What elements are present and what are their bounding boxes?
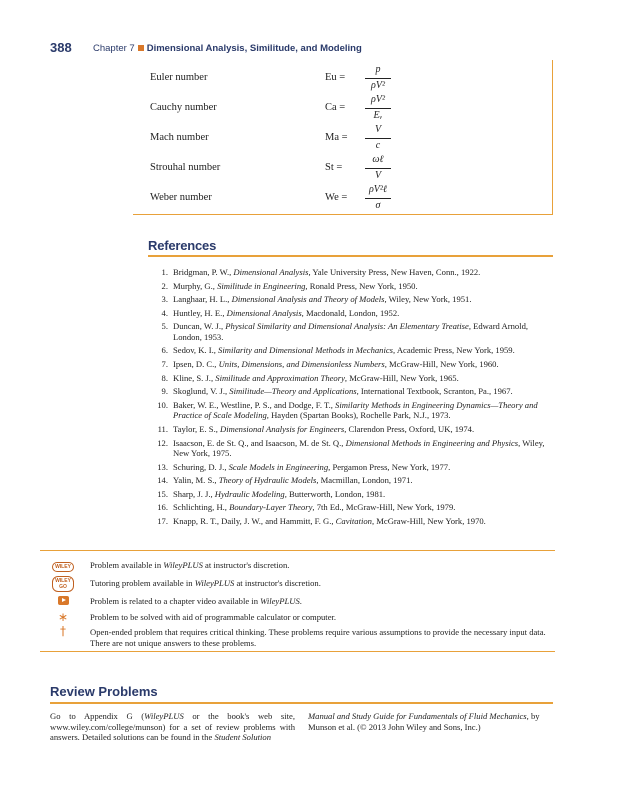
numerator: ωℓ — [372, 154, 384, 165]
reference-item: 11. Taylor, E. S., Dimensional Analysis for Engineers, Clarendon Press, Oxford, UK, 1974. — [157, 423, 475, 434]
equation-name: Euler number — [150, 72, 208, 83]
legend-text: Problem is related to a chapter video available in WileyPLUS. — [90, 596, 302, 606]
reference-item: 1. Bridgman, P. W., Dimensional Analysis, Yale University Press, New Haven, Conn., 1922. — [161, 267, 481, 277]
legend-text: Problem to be solved with aid of programmable calculator or computer. — [90, 612, 337, 622]
review-rule — [50, 702, 553, 704]
review-text-right: Manual and Study Guide for Fundamentals of Fluid Mechanics, by Munson et al. (© 2013 John Wiley and Sons, Inc.) — [308, 711, 540, 732]
reference-item: 7. Ipsen, D. C., Units, Dimensions, and Dimensionless Numbers, McGraw-Hill, New York, 1960. — [161, 359, 499, 370]
equation-table — [133, 60, 553, 215]
denominator: σ — [375, 200, 381, 211]
equation-lhs: We = — [325, 192, 348, 203]
equation-row — [150, 94, 540, 124]
denominator: c — [375, 140, 381, 151]
legend-text: Tutoring problem available in WileyPLUS at instructor's discretion. — [90, 578, 321, 588]
equation-lhs: Eu = — [325, 72, 346, 83]
equation-row — [150, 64, 540, 94]
problem-legend — [40, 550, 555, 652]
legend-text: Open-ended problem that requires critical thinking. These problems require various assumptions to provide the necessary input data. There are not unique answers to these problems. — [90, 627, 546, 648]
reference-item: 16. Schlichting, H., Boundary-Layer Theory, 7th Ed., McGraw-Hill, New York, 1979. — [157, 502, 456, 513]
equation-name: Weber number — [150, 192, 212, 203]
square-bullet-icon — [138, 45, 144, 51]
chapter-label: Chapter 7 — [93, 43, 135, 54]
reference-item: 14. Yalin, M. S., Theory of Hydraulic Models, Macmillan, London, 1971. — [157, 475, 413, 486]
equation-name: Strouhal number — [150, 162, 221, 173]
equation-fraction — [363, 124, 393, 153]
asterisk-icon: ∗ — [57, 610, 69, 624]
reference-item: 8. Kline, S. J., Similitude and Approximation Theory, McGraw-Hill, New York, 1965. — [161, 372, 459, 383]
numerator: ρV² — [371, 94, 385, 105]
equation-row — [150, 154, 540, 184]
equation-lhs: Ma = — [325, 132, 348, 143]
equation-name: Cauchy number — [150, 102, 217, 113]
reference-item: 6. Sedov, K. I., Similarity and Dimensional Methods in Mechanics, Academic Press, New York, 1959. — [161, 345, 515, 356]
equation-name: Mach number — [150, 132, 209, 143]
reference-item: 13. Schuring, D. J., Scale Models in Engineering, Pergamon Press, New York, 1977. — [157, 461, 451, 472]
reference-item: 17. Knapp, R. T., Daily, J. W., and Hammitt, F. G., Cavitation, McGraw-Hill, New York, 1970. — [157, 516, 486, 526]
reference-item: 2. Murphy, G., Similitude in Engineering, Ronald Press, New York, 1950. — [161, 280, 418, 291]
dagger-icon: † — [60, 624, 66, 638]
references-heading: References — [148, 238, 217, 253]
video-icon — [48, 596, 78, 607]
reference-item: 15. Sharp, J. J., Hydraulic Modeling, Butterworth, London, 1981. — [157, 488, 386, 499]
equation-fraction — [363, 184, 393, 213]
running-head — [93, 43, 362, 54]
wileyplus-icon: WILEY — [48, 560, 78, 572]
review-text-left: Go to Appendix G (WileyPLUS or the book's web site, www.wiley.com/college/munson) for a set of review problems with answers. Detailed solutions can be found in the Student Solution — [50, 711, 295, 742]
equation-fraction — [363, 94, 393, 123]
legend-text: Problem available in WileyPLUS at instructor's discretion. — [90, 560, 290, 570]
reference-item: 4. Huntley, H. E., Dimensional Analysis, Macdonald, London, 1952. — [161, 307, 400, 318]
reference-item: 9. Skoglund, V. J., Similitude—Theory and Applications, International Textbook, Scranton, Pa., 1967. — [161, 386, 513, 397]
reference-item: 12. Isaacson, E. de St. Q., and Isaacson, M. de St. Q., Dimensional Methods in Engineering and Physics, Wiley, New York, 1975. — [157, 437, 545, 459]
denominator: V — [374, 170, 382, 181]
page-number: 388 — [50, 40, 72, 55]
denominator: ρV² — [371, 80, 385, 91]
references-list — [150, 267, 555, 530]
reference-item: 3. Langhaar, H. L., Dimensional Analysis and Theory of Models, Wiley, New York, 1951. — [161, 294, 472, 305]
numerator: V — [374, 124, 382, 135]
numerator: ρV²ℓ — [368, 184, 388, 195]
page-header — [40, 40, 584, 60]
reference-item: 10. Baker, W. E., Westline, P. S., and Dodge, F. T., Similarity Methods in Engineering Dynamics—Theory and Practice of Scale Modeling, Hayden (Spartan Books), Rochelle Park, N.J., 1973. — [157, 399, 538, 421]
numerator: p — [375, 64, 381, 75]
equation-fraction — [363, 64, 393, 93]
equation-row — [150, 124, 540, 154]
equation-lhs: Ca = — [325, 102, 346, 113]
reference-item: 5. Duncan, W. J., Physical Similarity and Dimensional Analysis: An Elementary Treatise, Edward Arnold, London, 1953. — [161, 321, 529, 342]
equation-lhs: St = — [325, 162, 343, 173]
equation-row — [150, 184, 540, 214]
review-heading: Review Problems — [50, 684, 158, 699]
equation-fraction — [363, 154, 393, 183]
references-rule — [148, 255, 553, 257]
chapter-title: Dimensional Analysis, Similitude, and Modeling — [146, 43, 362, 54]
wileyplus-go-icon: WILEY GO — [48, 576, 78, 592]
denominator: Eᵥ — [373, 110, 383, 121]
